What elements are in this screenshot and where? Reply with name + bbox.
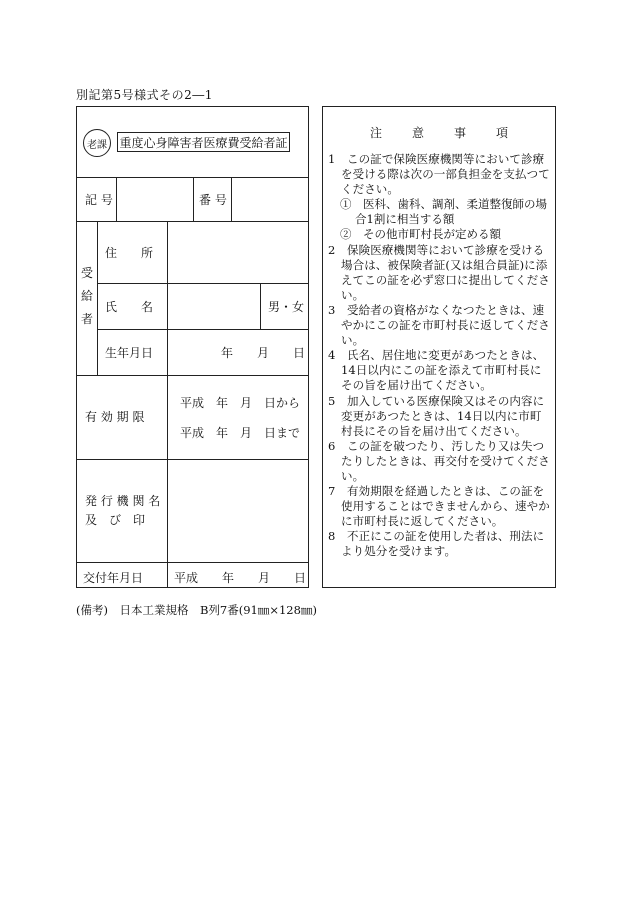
- notes-title-char: 注: [369, 126, 382, 140]
- notes-title-char: 項: [496, 126, 509, 140]
- note-item: 1 この証で保険医療機関等において診療を受ける際は次の一部負担金を支払つてください。: [328, 152, 550, 197]
- validity-label: 有 効 期 限: [85, 410, 145, 424]
- note-item: 7 有効期限を経過したときは、この証を使用することはできませんから、速やかに市町村長に返してください。: [328, 484, 550, 529]
- issue-date-label: 交付年月日: [83, 571, 144, 585]
- validity-to: 平成 年 月 日まで: [180, 426, 301, 440]
- note-item: 5 加入している医療保険又はその内容に変更があつたときは、14日以内に市町村長にその旨を届け出てください。: [328, 393, 545, 438]
- divider: [77, 562, 308, 563]
- note-item: 2 保険医療機関等において診療を受ける場合は、被保険者証(又は組合員証)に添えてこの証を必ず窓口に提出してください。: [328, 242, 550, 302]
- address-label: 住 所: [105, 246, 154, 260]
- notes-title: [323, 124, 555, 141]
- note-item: 6 この証を破つたり、汚したり又は失つたりしたときは、再交付を受けてください。: [328, 438, 550, 483]
- form-heading: 別記第5号様式その2―1: [76, 88, 213, 102]
- gender-label: 男・女: [268, 300, 305, 314]
- divider: [231, 177, 232, 221]
- issuer-label-line1: 発 行 機 関 名: [85, 494, 161, 508]
- divider: [97, 221, 98, 375]
- number-label: 番 号: [199, 193, 227, 207]
- note-sub-item: ① 医科、歯科、調剤、柔道整復師の場合1割に相当する額: [340, 197, 547, 227]
- divider: [116, 177, 117, 221]
- divider: [97, 329, 308, 330]
- notes-card: [322, 106, 556, 588]
- notes-title-char: 意: [411, 126, 424, 140]
- department-stamp: 老課: [83, 129, 111, 157]
- divider: [77, 375, 308, 376]
- name-label: 氏 名: [105, 300, 154, 314]
- divider: [167, 221, 168, 375]
- divider: [77, 459, 308, 460]
- card-title: 重度心身障害者医療費受給者証: [117, 132, 290, 152]
- symbol-label: 記 号: [85, 193, 113, 207]
- note-item: 4 氏名、居住地に変更があつたときは、14日以内にこの証を添えて市町村長にその旨を届け出てください。: [328, 348, 545, 393]
- notes-title-char: 事: [454, 126, 467, 140]
- recipient-label: 受給者: [80, 266, 93, 326]
- divider: [97, 283, 308, 284]
- birthdate-label: 生年月日: [105, 346, 154, 360]
- note-sub-item: ② その他市町村長が定める額: [340, 227, 501, 242]
- note-item: 8 不正にこの証を使用した者は、刑法により処分を受けます。: [328, 529, 545, 559]
- certificate-card: [76, 106, 309, 588]
- issuer-label-line2: 及 び 印: [85, 513, 146, 527]
- issue-date-value: 平成 年 月 日: [174, 571, 307, 585]
- divider: [260, 283, 261, 329]
- remark: (備考) 日本工業規格 B列7番(91㎜×128㎜): [76, 603, 317, 617]
- validity-from: 平成 年 月 日から: [180, 396, 301, 410]
- divider: [77, 221, 308, 222]
- note-item: 3 受給者の資格がなくなつたときは、速やかにこの証を市町村長に返してください。: [328, 302, 550, 348]
- notes-list: [328, 152, 552, 560]
- divider: [167, 375, 168, 588]
- birthdate-fields: 年 月 日: [221, 346, 306, 360]
- divider: [193, 177, 194, 221]
